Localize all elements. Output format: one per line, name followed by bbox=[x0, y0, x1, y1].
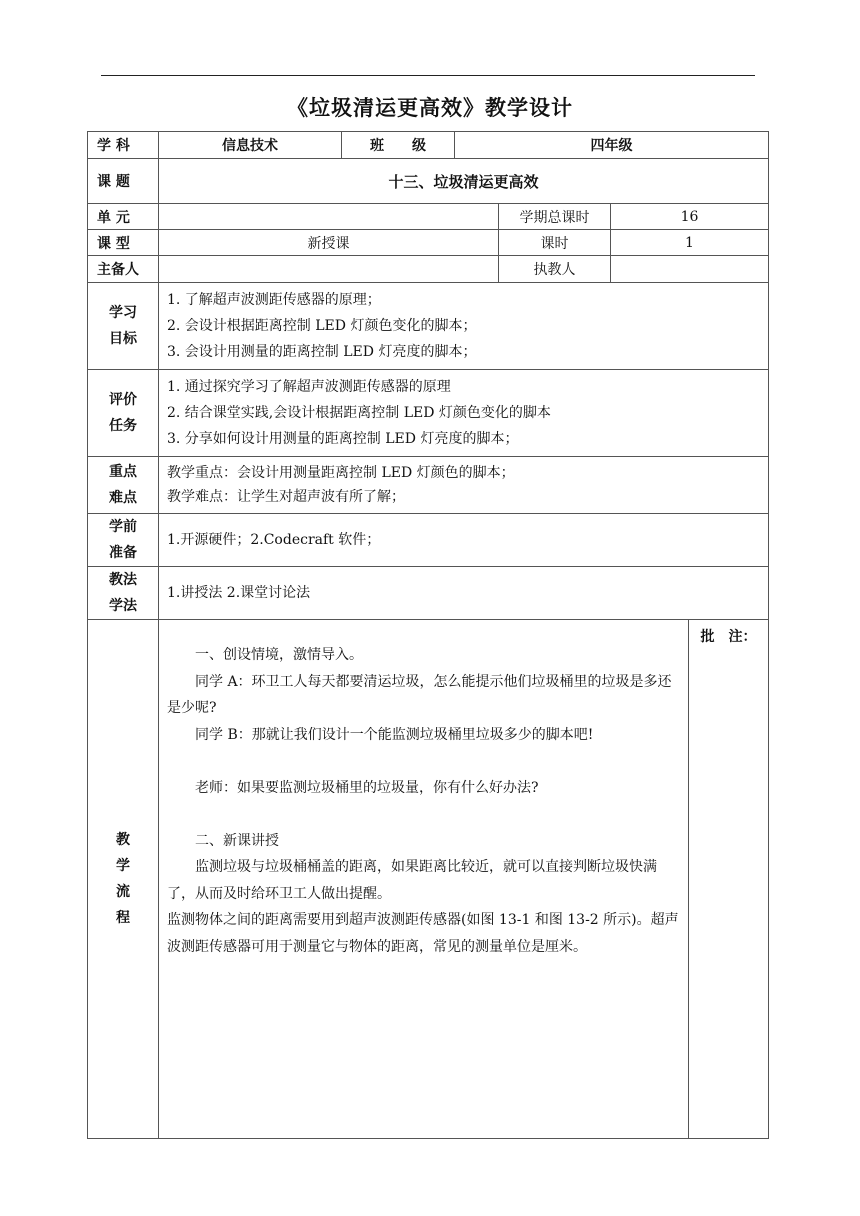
row-evaluation bbox=[88, 370, 769, 457]
row-process bbox=[88, 620, 769, 1139]
unit-label: 单 元 bbox=[88, 204, 159, 230]
dialogue-student-b: 同学 B：那就让我们设计一个能监测垃圾桶里垃圾多少的脚本吧! bbox=[195, 726, 594, 743]
dialogue-student-a: 同学 A：环卫工人每天都要清运垃圾，怎么能提示他们垃圾桶里的垃圾是多还是少呢? bbox=[167, 673, 672, 716]
methods-label: 教法 学法 bbox=[88, 567, 159, 620]
section-heading: 二、新课讲授 bbox=[195, 832, 279, 849]
row-topic bbox=[88, 159, 769, 204]
paragraph: 监测垃圾与垃圾桶桶盖的距离，如果距离比较近，就可以直接判断垃圾快满了，从而及时给环卫工人做出提醒。 bbox=[167, 859, 657, 902]
list-item: 1. 了解超声波测距传感器的原理； bbox=[167, 292, 381, 308]
key-points-label: 重点 难点 bbox=[88, 457, 159, 514]
teacher-label: 执教人 bbox=[499, 256, 611, 283]
objectives-list bbox=[159, 283, 769, 370]
topic-value: 十三、垃圾清运更高效 bbox=[159, 159, 769, 204]
dialogue-teacher: 老师：如果要监测垃圾桶里的垃圾量，你有什么好办法? bbox=[195, 779, 539, 796]
document-title: 《垃圾清运更高效》教学设计 bbox=[287, 96, 573, 120]
subject-value: 信息技术 bbox=[159, 132, 342, 159]
process-label: 教 学 流 程 bbox=[88, 620, 159, 1139]
evaluation-list bbox=[159, 370, 769, 457]
class-label: 班 级 bbox=[342, 132, 455, 159]
row-subject bbox=[88, 132, 769, 159]
hours-label: 课时 bbox=[499, 230, 611, 256]
list-item: 2. 会设计根据距离控制 LED 灯颜色变化的脚本； bbox=[167, 318, 477, 334]
list-item: 3. 分享如何设计用测量的距离控制 LED 灯亮度的脚本； bbox=[167, 431, 519, 447]
row-objectives bbox=[88, 283, 769, 370]
hours-value: 1 bbox=[611, 230, 769, 256]
type-value: 新授课 bbox=[159, 230, 499, 256]
preparer-label: 主备人 bbox=[88, 256, 159, 283]
list-item: 1. 通过探究学习了解超声波测距传感器的原理 bbox=[167, 379, 451, 395]
unit-value bbox=[159, 204, 499, 230]
row-type bbox=[88, 230, 769, 256]
lesson-plan-table bbox=[87, 131, 769, 1139]
row-unit bbox=[88, 204, 769, 230]
list-item: 2. 结合课堂实践,会设计根据距离控制 LED 灯颜色变化的脚本 bbox=[167, 405, 551, 421]
preparer-value bbox=[159, 256, 499, 283]
paragraph: 监测物体之间的距离需要用到超声波测距传感器(如图 13-1 和图 13-2 所示)。超声波测距传感器可用于测量它与物体的距离，常见的测量单位是厘米。 bbox=[167, 912, 679, 955]
row-preparer bbox=[88, 256, 769, 283]
class-value: 四年级 bbox=[455, 132, 769, 159]
list-item: 3. 会设计用测量的距离控制 LED 灯亮度的脚本； bbox=[167, 344, 477, 360]
row-methods bbox=[88, 567, 769, 620]
header-rule bbox=[101, 75, 755, 76]
row-key-points bbox=[88, 457, 769, 514]
evaluation-label: 评价 任务 bbox=[88, 370, 159, 457]
key-points-list bbox=[159, 457, 769, 514]
row-preparation bbox=[88, 514, 769, 567]
teacher-value bbox=[611, 256, 769, 283]
process-content bbox=[159, 620, 689, 1139]
section-heading: 一、创设情境，激情导入。 bbox=[195, 647, 363, 663]
methods-value: 1.讲授法 2.课堂讨论法 bbox=[159, 567, 769, 620]
preparation-label: 学前 准备 bbox=[88, 514, 159, 567]
subject-label: 学 科 bbox=[88, 132, 159, 159]
preparation-value: 1.开源硬件；2.Codecraft 软件； bbox=[159, 514, 769, 567]
list-item: 教学难点：让学生对超声波有所了解； bbox=[167, 489, 405, 505]
notes-column: 批 注： bbox=[689, 620, 769, 1139]
objectives-label: 学习 目标 bbox=[88, 283, 159, 370]
type-label: 课 型 bbox=[88, 230, 159, 256]
total-hours-label: 学期总课时 bbox=[499, 204, 611, 230]
total-hours-value: 16 bbox=[611, 204, 769, 230]
topic-label: 课 题 bbox=[88, 159, 159, 204]
list-item: 教学重点：会设计用测量距离控制 LED 灯颜色的脚本； bbox=[167, 465, 515, 481]
